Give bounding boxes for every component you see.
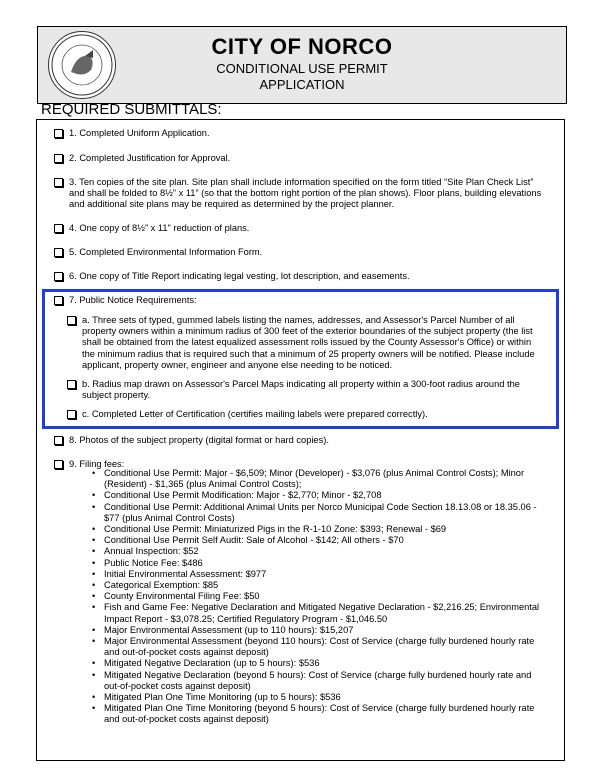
checkbox-icon[interactable] bbox=[54, 460, 63, 469]
checkbox-icon[interactable] bbox=[54, 129, 63, 138]
fee-item: • Conditional Use Permit Self Audit: Sale of Alcohol - $142; All others - $70 bbox=[92, 535, 542, 546]
fee-item: • Initial Environmental Assessment: $977 bbox=[92, 569, 542, 580]
page-subtitle: CONDITIONAL USE PERMIT bbox=[216, 61, 388, 76]
list-item: 9. Filing fees: bbox=[54, 459, 549, 470]
fee-item: • Mitigated Negative Declaration (up to 5 hours): $536 bbox=[92, 658, 542, 669]
submittals-box bbox=[36, 119, 565, 761]
fee-item: • Major Environmental Assessment (beyond 110 hours): Cost of Service (charge fully burdened hourly rate and out-of-pocket costs against deposit) bbox=[92, 636, 542, 658]
fee-item: • Conditional Use Permit: Additional Animal Units per Norco Municipal Code Section 18.13.08 or 18.35.06 - $77 (plus Animal Control Costs) bbox=[92, 502, 542, 524]
fee-item: • Conditional Use Permit Modification: Major - $2,770; Minor - $2,708 bbox=[92, 490, 542, 501]
list-item: 6. One copy of Title Report indicating legal vesting, lot description, and easements. bbox=[54, 271, 549, 282]
page-title: CITY OF NORCO bbox=[211, 34, 393, 59]
checkbox-icon[interactable] bbox=[54, 224, 63, 233]
fees-list bbox=[92, 468, 542, 726]
public-notice-item: a. Three sets of typed, gummed labels listing the names, addresses, and Assessor's Parcel Number of all property owners within a minimum radius of 300 feet of the exterior boundaries of the subject property (the list shall be obtained from the latest equalized assessment rolls issued by the County Assessor's Office) or within the minimum radius that is required such that a minimum of 25 property owners will be notified. Please include applicant, property owner, engineer and anyone else needing to be noticed. bbox=[67, 315, 545, 371]
fee-item: • Conditional Use Permit: Miniaturized Pigs in the R-1-10 Zone: $393; Renewal - $69 bbox=[92, 524, 542, 535]
fee-item: • County Environmental Filing Fee: $50 bbox=[92, 591, 542, 602]
fee-item: • Conditional Use Permit: Major - $6,509; Minor (Developer) - $3,076 (plus Animal Control Costs); Minor (Resident) - $1,365 (plus Animal Control Costs); bbox=[92, 468, 542, 490]
header-box bbox=[37, 26, 567, 104]
checkbox-icon[interactable] bbox=[54, 436, 63, 445]
list-item: 7. Public Notice Requirements: bbox=[54, 295, 549, 306]
section-title: REQUIRED SUBMITTALS: bbox=[41, 101, 222, 118]
list-item: 8. Photos of the subject property (digital format or hard copies). bbox=[54, 435, 549, 446]
fee-item: • Mitigated Plan One Time Monitoring (beyond 5 hours): Cost of Service (charge fully burdened hourly rate and out-of-pocket costs against deposit) bbox=[92, 703, 542, 725]
public-notice-item: c. Completed Letter of Certification (certifies mailing labels were prepared correctly). bbox=[67, 409, 545, 420]
fee-item: • Annual Inspection: $52 bbox=[92, 546, 542, 557]
page-subtitle-2: APPLICATION bbox=[259, 77, 345, 92]
list-item: 4. One copy of 8½” x 11" reduction of plans. bbox=[54, 223, 549, 234]
list-item: 5. Completed Environmental Information Form. bbox=[54, 247, 549, 258]
checkbox-icon[interactable] bbox=[54, 154, 63, 163]
list-item: 2. Completed Justification for Approval. bbox=[54, 153, 549, 164]
checkbox-icon[interactable] bbox=[54, 248, 63, 257]
public-notice-item: b. Radius map drawn on Assessor's Parcel Maps indicating all property within a 300-foot radius around the subject property. bbox=[67, 379, 545, 401]
fee-item: • Mitigated Plan One Time Monitoring (up to 5 hours): $536 bbox=[92, 692, 542, 703]
fee-item: • Mitigated Negative Declaration (beyond 5 hours): Cost of Service (charge fully burdened hourly rate and out-of-pocket costs against deposit) bbox=[92, 670, 542, 692]
fee-item: • Major Environmental Assessment (up to 110 hours): $15,207 bbox=[92, 625, 542, 636]
public-notice-highlight bbox=[42, 289, 559, 429]
fee-item: • Public Notice Fee: $486 bbox=[92, 558, 542, 569]
fee-item: • Categorical Exemption: $85 bbox=[92, 580, 542, 591]
fee-item: • Fish and Game Fee: Negative Declaration and Mitigated Negative Declaration - $2,216.25; Environmental Impact Report - $3,078.25; Certified Regulatory Program - $1,046.50 bbox=[92, 602, 542, 624]
list-item: 1. Completed Uniform Application. bbox=[54, 128, 549, 139]
checkbox-icon[interactable] bbox=[54, 272, 63, 281]
list-item: 3. Ten copies of the site plan. Site plan shall include information specified on the form titled “Site Plan Check List” and shall be folded to 8½” x 11” (so that the bottom right portion of the plan shows). Floor plans, building elevations and additional site plans may be required as determined by the project planner. bbox=[54, 177, 549, 211]
checkbox-icon[interactable] bbox=[54, 178, 63, 187]
